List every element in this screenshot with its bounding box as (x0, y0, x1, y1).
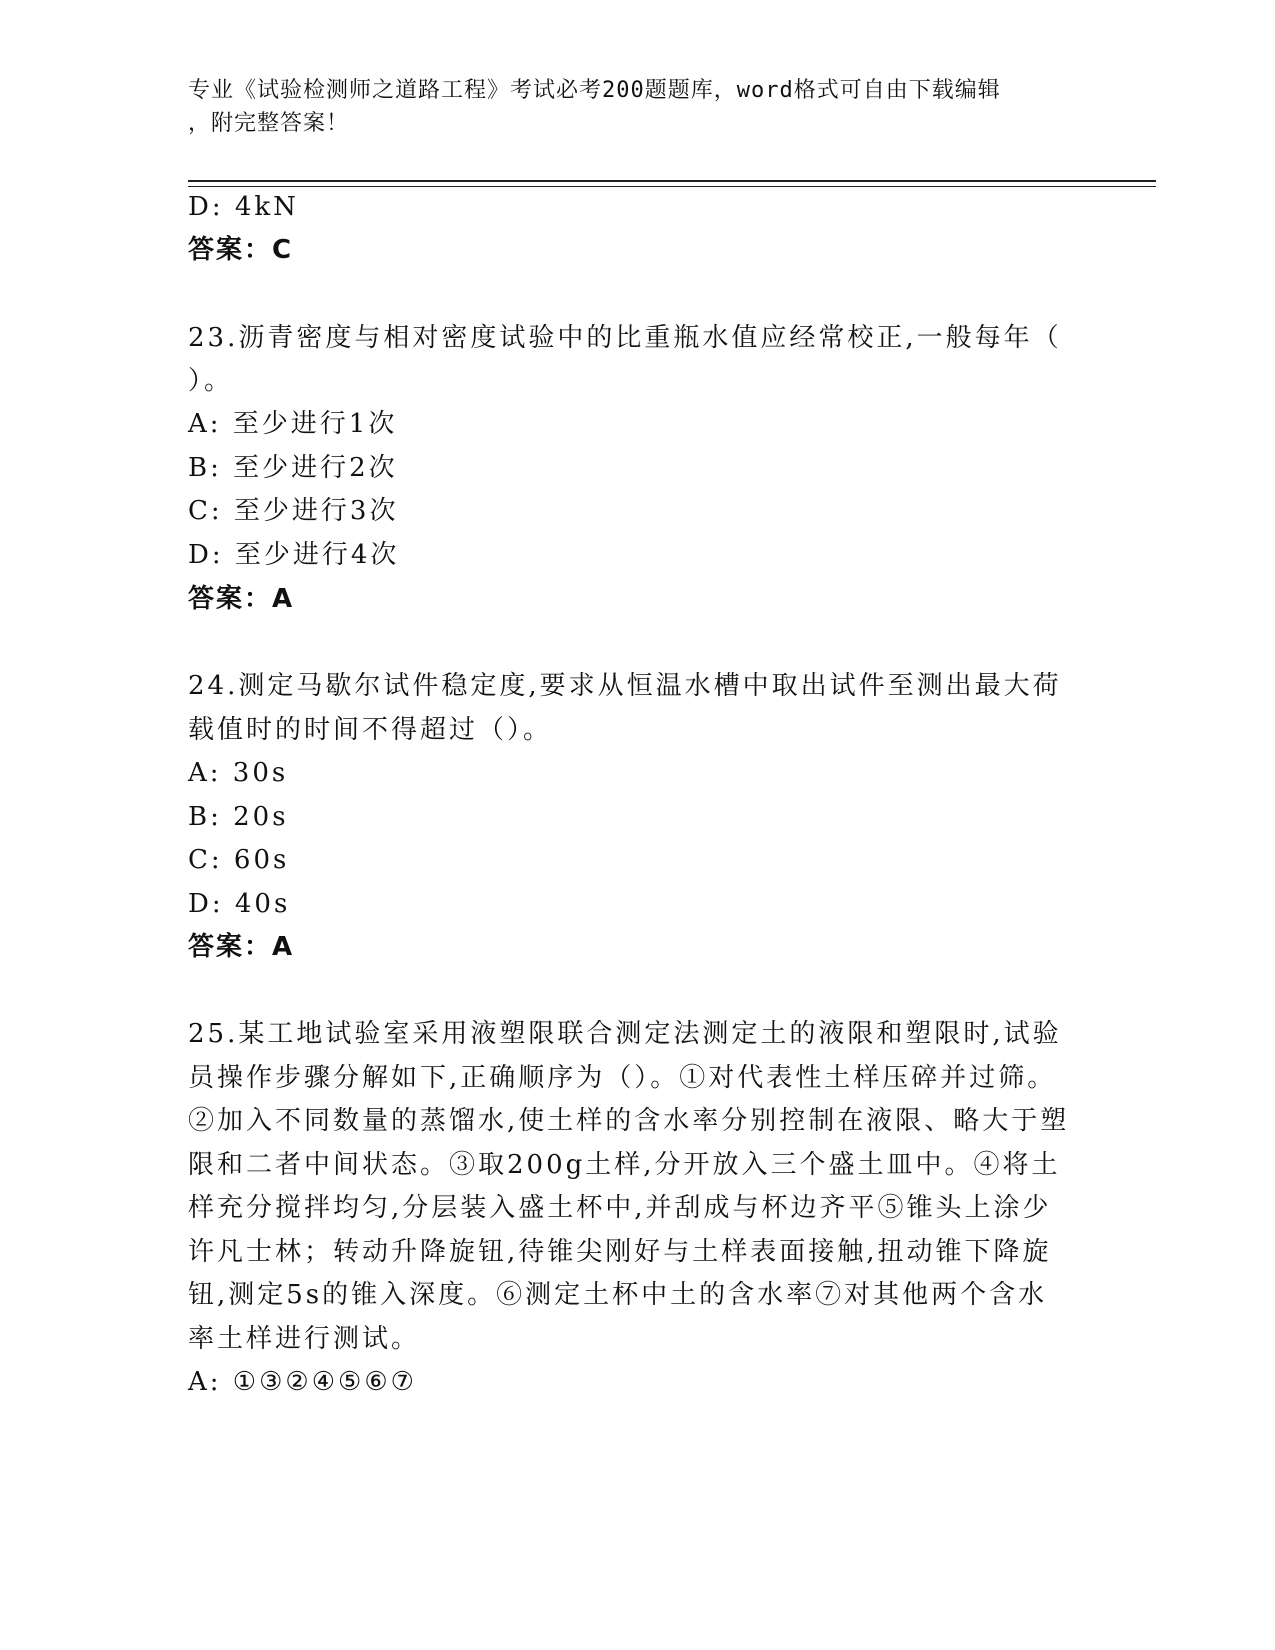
q25-stem-line-5: 样充分搅拌均匀,分层装入盛土杯中,并刮成与杯边齐平⑤锥头上涂少 (188, 1193, 1052, 1223)
q23-stem-line-1: 23.沥青密度与相对密度试验中的比重瓶水值应经常校正,一般每年（ (188, 323, 1062, 353)
q24-stem-line-2: 载值时的时间不得超过（）。 (188, 715, 553, 745)
q25-option-a: A: ①③②④⑤⑥⑦ (188, 1367, 417, 1397)
q23-option-a: A: 至少进行1次 (188, 409, 398, 439)
q23-option-c: C: 至少进行3次 (188, 496, 399, 526)
q24-option-b: B: 20s (188, 802, 289, 832)
q23-answer: 答案：A (188, 584, 295, 614)
q25-stem-line-2: 员操作步骤分解如下,正确顺序为（）。①对代表性土样压碎并过筛。 (188, 1063, 1057, 1093)
q25-stem-line-3: ②加入不同数量的蒸馏水,使土样的含水率分别控制在液限、略大于塑 (188, 1106, 1070, 1136)
q24-option-a: A: 30s (188, 758, 289, 788)
q22-option-d: D: 4kN (188, 192, 299, 222)
q24-answer: 答案：A (188, 932, 295, 962)
q23-option-d: D: 至少进行4次 (188, 540, 400, 570)
header-line-2: ，附完整答案！ (188, 111, 350, 136)
q23-option-b: B: 至少进行2次 (188, 453, 398, 483)
header-line-1: 专业《试验检测师之道路工程》考试必考200题题库，word格式可自由下载编辑 (188, 78, 1001, 103)
q24-stem-line-1: 24.测定马歇尔试件稳定度,要求从恒温水槽中取出试件至测出最大荷 (188, 671, 1062, 701)
header-divider-thick (188, 180, 1156, 182)
q24-option-d: D: 40s (188, 889, 291, 919)
q22-answer: 答案：C (188, 235, 294, 265)
header-divider-thin (188, 186, 1156, 187)
q25-stem-line-8: 率土样进行测试。 (188, 1324, 421, 1354)
q24-option-c: C: 60s (188, 845, 290, 875)
q25-stem-line-7: 钮,测定5s的锥入深度。⑥测定土杯中土的含水率⑦对其他两个含水 (188, 1280, 1048, 1310)
q23-stem-line-2: ）。 (188, 366, 234, 396)
q25-stem-line-1: 25.某工地试验室采用液塑限联合测定法测定土的液限和塑限时,试验 (188, 1019, 1062, 1049)
q25-stem-line-4: 限和二者中间状态。③取200g土样,分开放入三个盛土皿中。④将土 (188, 1150, 1061, 1180)
q25-stem-line-6: 许凡士林；转动升降旋钮,待锥尖刚好与土样表面接触,扭动锥下降旋 (188, 1237, 1052, 1267)
document-header (188, 74, 1068, 140)
